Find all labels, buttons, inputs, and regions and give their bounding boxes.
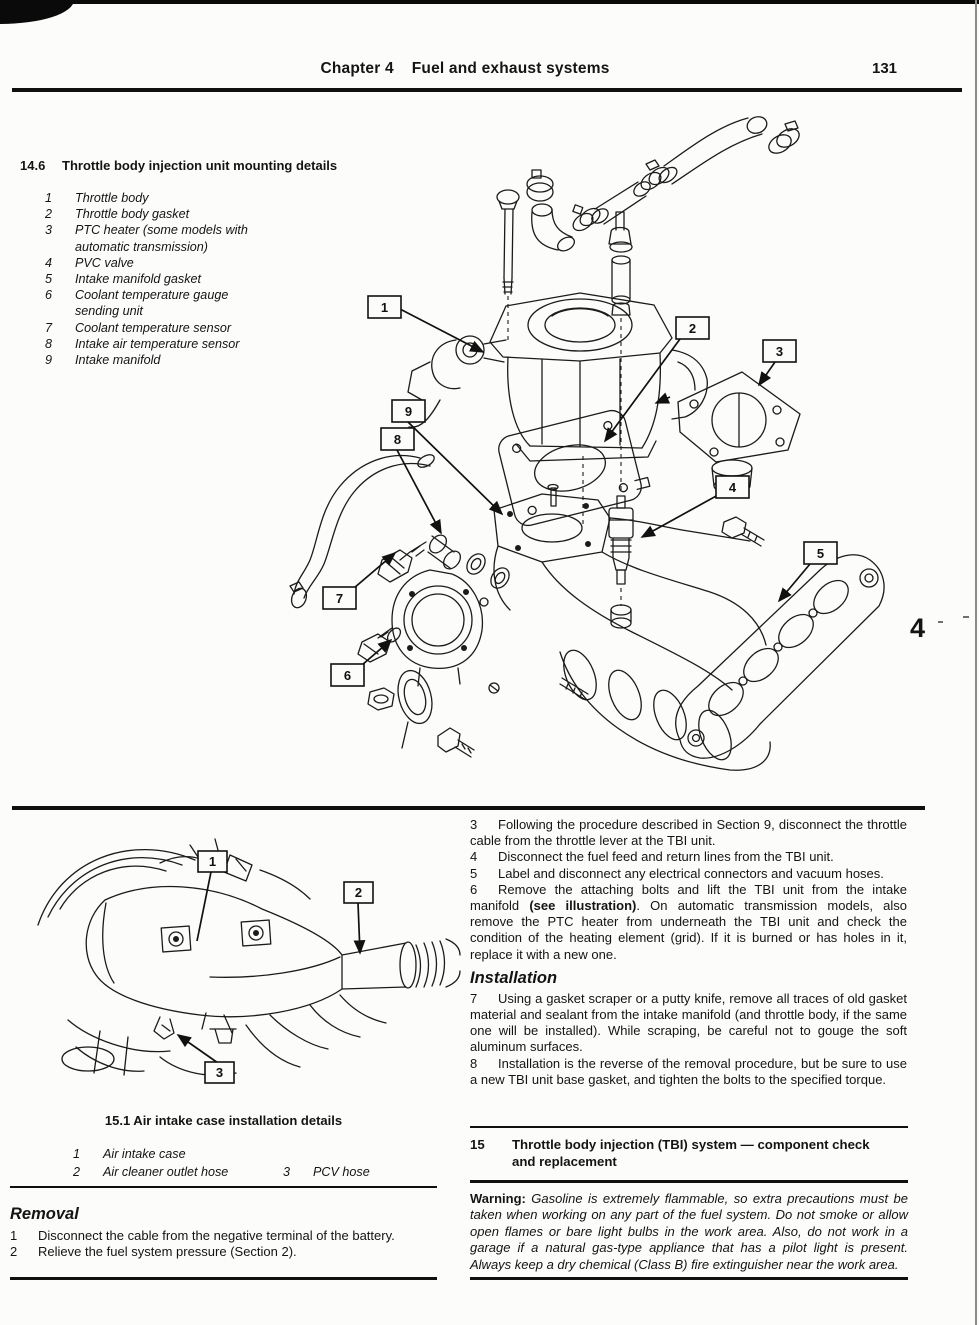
legend-item: 3 PTC heater (some models with automatic transmission) xyxy=(45,223,248,254)
chapter-label: Chapter 4 xyxy=(320,60,394,77)
callout-8 xyxy=(381,428,441,533)
warning-text: Gasoline is extremely flammable, so extra precautions must be taken when working on any part of the fuel system. Do not smoke or allow open flames or bare light bulbs in the work area. Also, do not work in a garage if a natural gas-type appliance that has a pilot light is present. Always keep a dry chemical (Class B) fire extinguisher near the work area. xyxy=(470,1191,908,1272)
page-header xyxy=(250,60,680,78)
svg-text:2: 2 xyxy=(688,321,697,336)
scan-top-edge xyxy=(0,0,979,4)
svg-text:9: 9 xyxy=(404,404,413,419)
step-paragraph: 4 Disconnect the fuel feed and return lines from the TBI unit. xyxy=(470,849,834,865)
figure-14-6-title: Throttle body injection unit mounting details xyxy=(62,158,338,173)
hose-clamp-icon xyxy=(638,160,672,193)
section-15-rule-bottom xyxy=(470,1180,908,1183)
callout-4 xyxy=(642,476,749,537)
figure-15-1-caption: 15.1 Air intake case installation details xyxy=(104,1113,343,1128)
callout-1 xyxy=(368,296,483,352)
svg-text:3: 3 xyxy=(215,1065,224,1080)
page-number: 131 xyxy=(872,60,898,77)
callout-7 xyxy=(323,553,395,609)
engine-bay-scribbles xyxy=(38,839,386,1075)
svg-text:3: 3 xyxy=(775,344,784,359)
step-paragraph: 5 Label and disconnect any electrical connectors and vacuum hoses. xyxy=(470,865,884,881)
hose-clamp-icon xyxy=(527,170,553,201)
section-divider-rule xyxy=(12,806,925,810)
step-paragraph: 2 Relieve the fuel system pressure (Section 2). xyxy=(10,1244,297,1260)
figure-14-6-legend xyxy=(45,190,263,368)
hose-clamp-icon xyxy=(766,121,803,157)
case-clip xyxy=(241,920,271,946)
chapter-title: Fuel and exhaust systems xyxy=(411,60,610,77)
removal-heading: Removal xyxy=(10,1205,79,1223)
step-paragraph: 3 Following the procedure described in Section 9, disconnect the throttle cable from the throttle lever at the TBI unit. xyxy=(470,817,907,849)
figure-15-1-legend xyxy=(73,1146,437,1180)
legend-item: 7 Coolant temperature sensor xyxy=(45,320,232,335)
callout-2 xyxy=(344,882,373,953)
figure-14-6-number: 14.6 xyxy=(20,158,46,173)
section-15-heading: 15 Throttle body injection (TBI) system — component check and replacement xyxy=(470,1137,870,1169)
throttle-body xyxy=(408,293,707,524)
legend-item: 8 Intake air temperature sensor xyxy=(45,336,240,351)
step-paragraph: 6 Remove the attaching bolts and lift the TBI unit from the intake manifold (see illustration). On automatic transmission models, also remove the PTC heater from underneath the TBI unit and check the condition of the heating element (grid). If it is burned or has holes in it, replace it with a new one. xyxy=(470,881,907,962)
legend-item: 6 Coolant temperature gauge sending unit xyxy=(45,288,229,319)
intake-air-temp-sensor xyxy=(426,532,513,592)
svg-text:2: 2 xyxy=(354,885,363,900)
step-paragraph: 8 Installation is the reverse of the removal procedure, but be sure to use a new TBI unit base gasket, and tighten the bolts to the specified torque. xyxy=(470,1055,907,1087)
svg-text:5: 5 xyxy=(816,546,825,561)
legend-item: 9 Intake manifold xyxy=(45,353,161,368)
installation-heading: Installation xyxy=(470,968,558,987)
section-15-title-line2: and replacement xyxy=(512,1154,617,1169)
step-paragraph: 1 Disconnect the cable from the negative terminal of the battery. xyxy=(10,1228,395,1243)
warning-label: Warning: xyxy=(470,1191,526,1206)
straight-hose xyxy=(589,179,653,226)
figure-15-1-diagram xyxy=(10,825,460,1110)
warning-paragraph xyxy=(470,1191,908,1273)
svg-text:1: 1 xyxy=(208,854,217,869)
coolant-hose-assembly xyxy=(497,114,802,492)
legend-item: 4 PVC valve xyxy=(45,255,134,270)
svg-text:1: 1 xyxy=(380,300,389,315)
legend-item: 5 Intake manifold gasket xyxy=(45,272,202,287)
case-clip xyxy=(161,926,191,952)
section-15-rule-top xyxy=(470,1126,908,1128)
chapter-tab: 4 xyxy=(910,613,926,643)
fuel-filter-stack xyxy=(609,212,632,492)
legend-item: 2 Throttle body gasket xyxy=(45,207,190,222)
hose-clamp-icon xyxy=(570,205,603,234)
see-illustration-ref: (see illustration) xyxy=(529,898,637,914)
figure-14-6-diagram xyxy=(280,100,970,800)
callout-9 xyxy=(392,400,502,514)
svg-text:6: 6 xyxy=(343,668,352,683)
ptc-heater-plate xyxy=(656,372,800,493)
legend-item: 2 Air cleaner outlet hose 3 PCV hose xyxy=(73,1165,370,1180)
left-column-rule-top xyxy=(10,1186,437,1188)
svg-text:8: 8 xyxy=(393,432,402,447)
svg-text:7: 7 xyxy=(335,591,344,606)
callout-3 xyxy=(178,1035,234,1083)
upper-radiator-hose xyxy=(656,114,769,186)
warning-rule-bottom xyxy=(470,1277,908,1280)
intake-manifold-gasket xyxy=(676,555,884,758)
fuel-hose xyxy=(289,452,436,610)
svg-text:4: 4 xyxy=(728,480,737,495)
left-column-rule-bottom xyxy=(10,1277,437,1280)
legend-item: 1 Throttle body xyxy=(45,191,149,205)
intake-manifold xyxy=(392,485,770,771)
section-15-title-line1: Throttle body injection (TBI) system — component check xyxy=(512,1137,870,1152)
step-paragraph: 7 Using a gasket scraper or a putty knife, remove all traces of old gasket material and sealant from the intake manifold (and throttle body, if the same one will be installed). While scraping, be careful not to gouge the soft aluminum surfaces. xyxy=(470,990,907,1055)
callout-1 xyxy=(197,851,227,941)
callout-3 xyxy=(759,340,796,385)
throttle-body-gasket xyxy=(496,406,652,529)
scan-corner-artifact xyxy=(0,0,74,24)
scan-right-edge xyxy=(975,0,977,1325)
legend-item: 1 Air intake case xyxy=(73,1147,186,1161)
header-rule xyxy=(12,88,962,92)
removal-steps xyxy=(10,1228,437,1260)
right-column-text xyxy=(470,817,907,1088)
air-intake-case xyxy=(86,887,342,1043)
elbow-hose xyxy=(532,204,577,254)
callout-5 xyxy=(779,542,837,601)
